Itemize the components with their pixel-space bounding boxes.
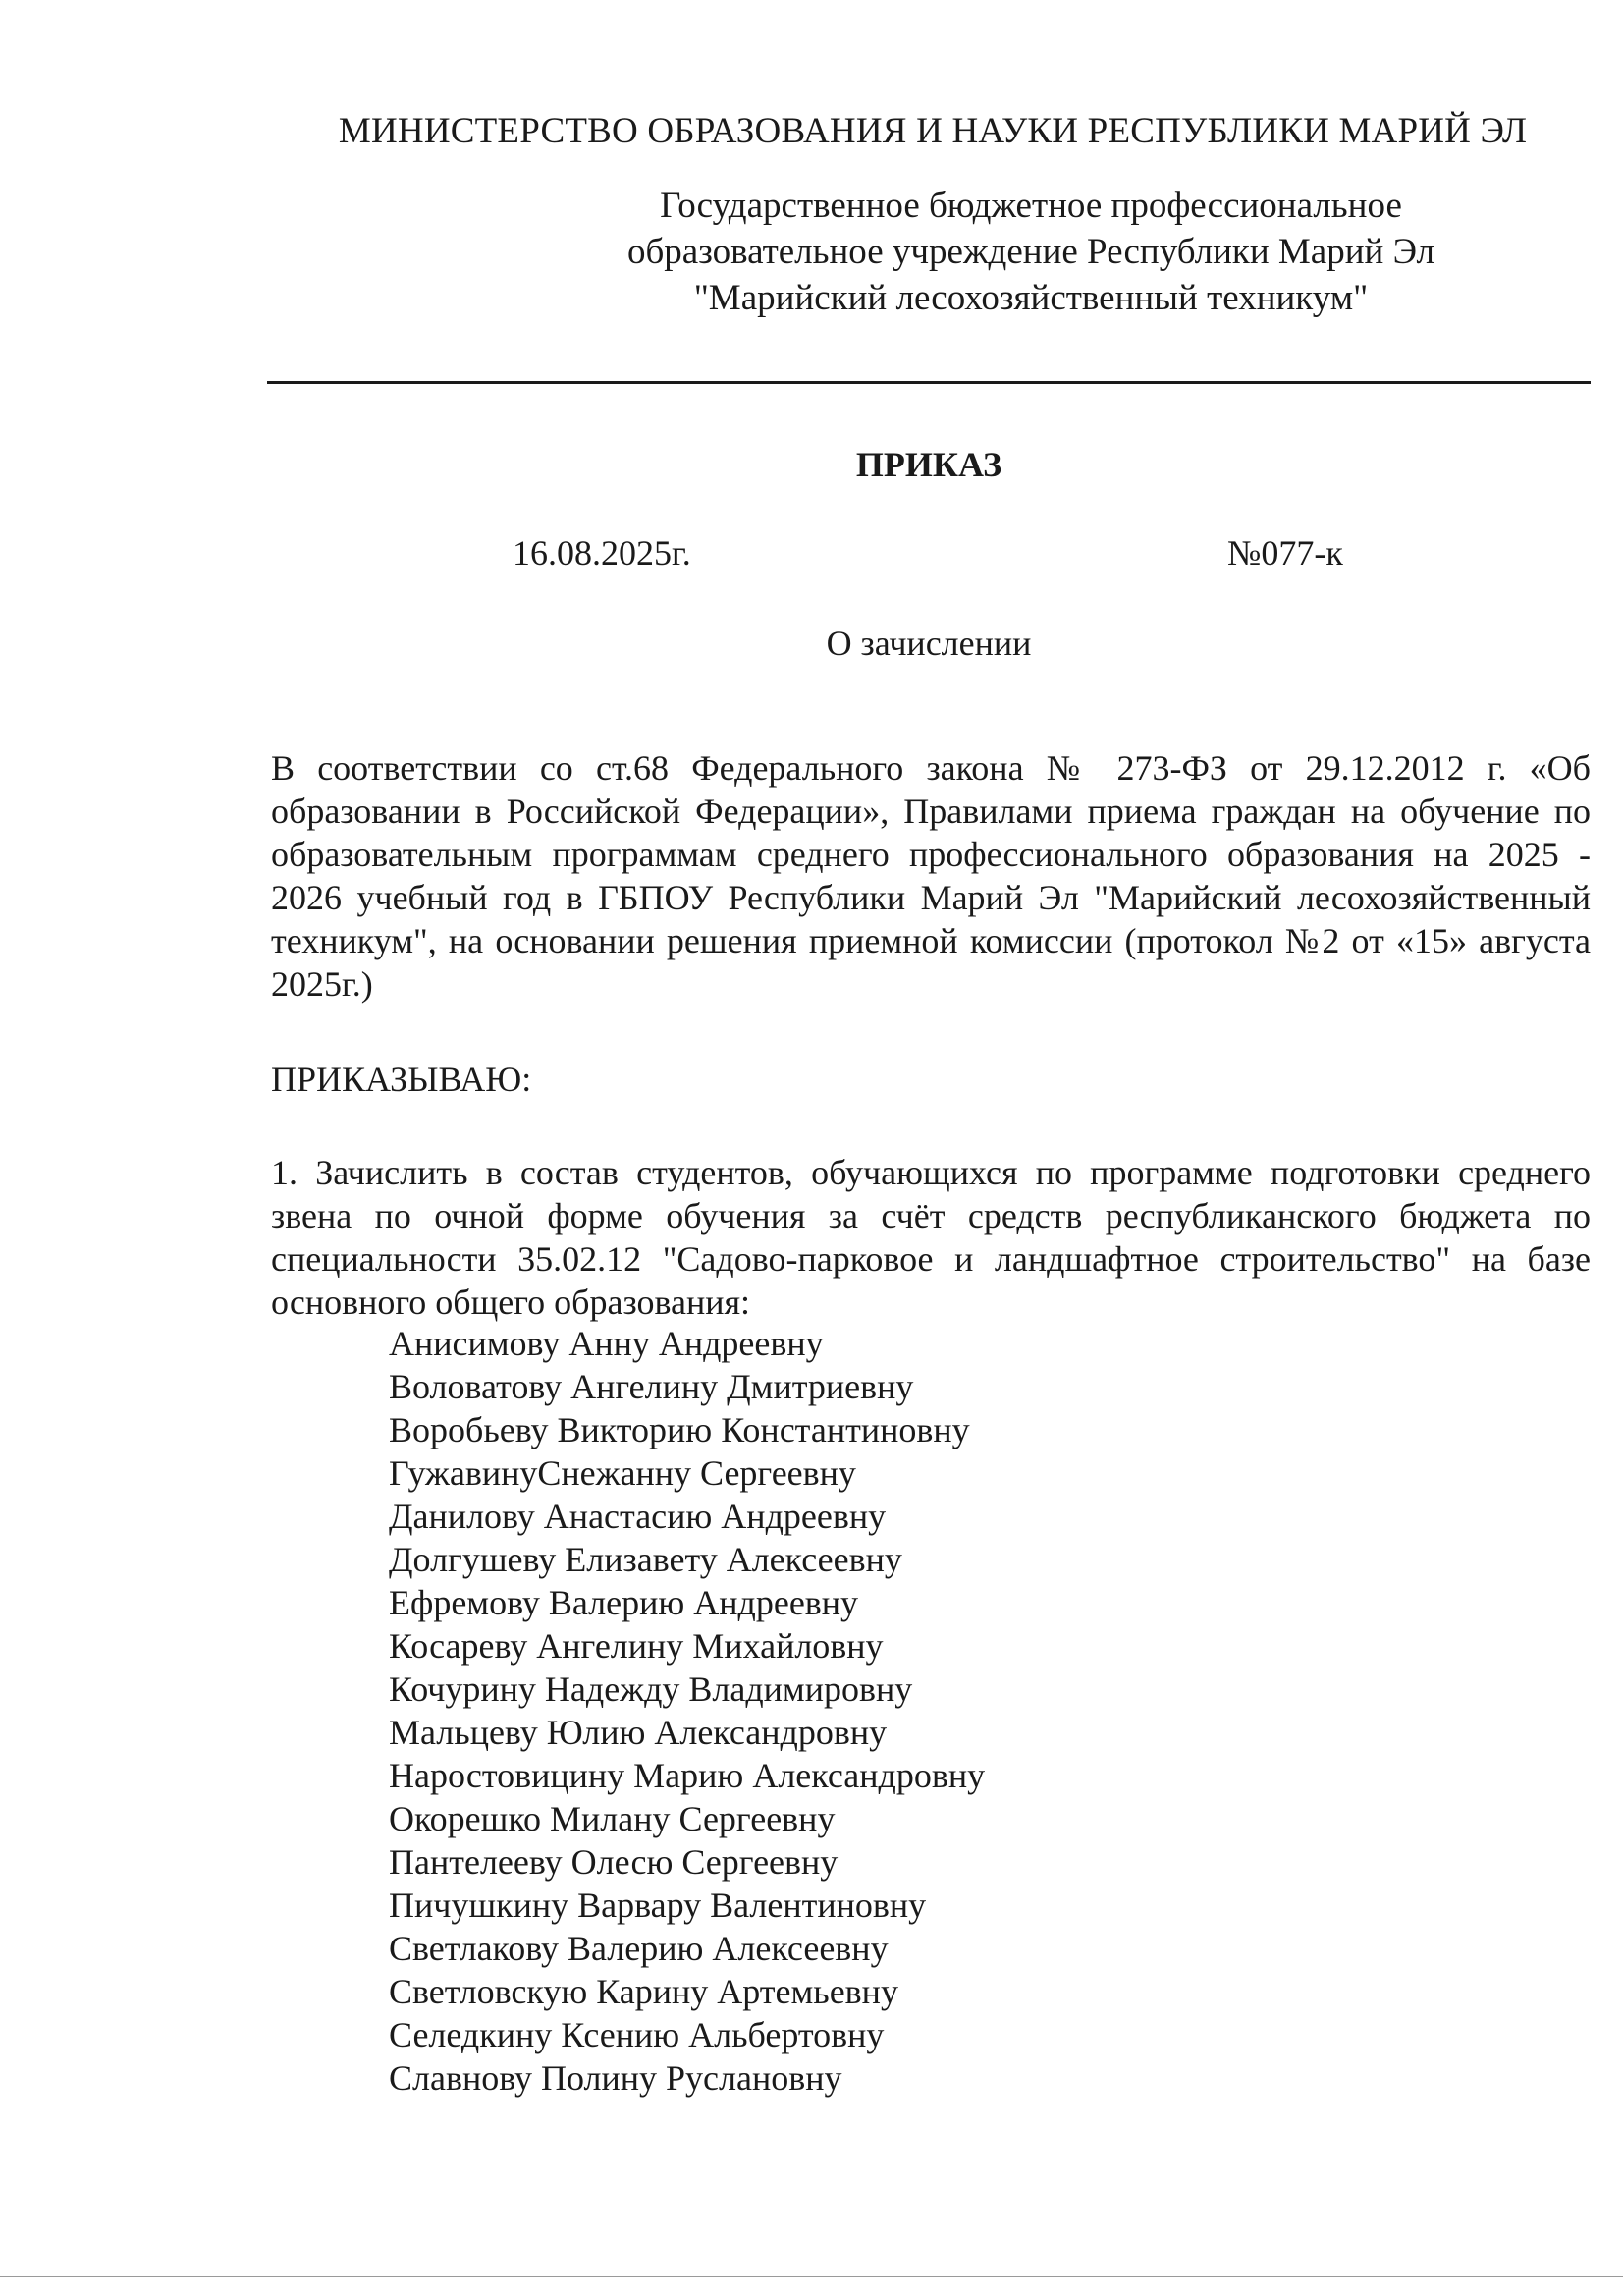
institution-line: Государственное бюджетное профессиональное (660, 186, 1402, 226)
list-item: Воробьеву Викторию Константиновну (389, 1410, 970, 1449)
student-list (389, 1322, 985, 2100)
list-item: Кочурину Надежду Владимировну (389, 1669, 913, 1709)
header-divider (267, 381, 1591, 384)
list-item: Мальцеву Юлию Александровну (389, 1713, 888, 1752)
directive-heading: ПРИКАЗЫВАЮ: (271, 1060, 532, 1099)
list-item: Светловскую Карину Артемьевну (389, 1972, 898, 2011)
order-date: 16.08.2025г. (513, 533, 691, 573)
list-item: Светлакову Валерию Алексеевну (389, 1929, 889, 1968)
list-item: ГужавинуСнежанну Сергеевну (389, 1453, 856, 1493)
order-number: №077-к (1227, 533, 1343, 573)
list-item: Данилову Анастасию Андреевну (389, 1497, 887, 1536)
institution-name (550, 183, 1512, 321)
clause-1-paragraph: 1. Зачислить в состав студентов, обучающихся по программе подготовки среднего звена по очной форме обучения за счёт средств республиканского бюджета по специальности 35.02.12 "Садово-парковое и ландшафтное строительство" на базе основного общего образования: (271, 1153, 1591, 1322)
list-item: Воловатову Ангелину Дмитриевну (389, 1367, 914, 1406)
list-item: Окорешко Милану Сергеевну (389, 1799, 836, 1838)
scan-bottom-edge (0, 2276, 1623, 2277)
order-subject: О зачислении (826, 624, 1032, 663)
institution-line: "Марийский лесохозяйственный техникум" (693, 278, 1369, 318)
list-item: Пантелееву Олесю Сергеевну (389, 1842, 839, 1882)
list-item: Наростовицину Марию Александровну (389, 1756, 986, 1795)
order-title: ПРИКАЗ (855, 445, 1002, 484)
list-item: Долгушеву Елизавету Алексеевну (389, 1540, 902, 1579)
institution-line: образовательное учреждение Республики Марий Эл (626, 232, 1434, 272)
list-item: Ефремову Валерию Андреевну (389, 1583, 859, 1622)
ministry-name: МИНИСТЕРСТВО ОБРАЗОВАНИЯ И НАУКИ РЕСПУБЛИКИ МАРИЙ ЭЛ (338, 111, 1528, 151)
list-item: Косареву Ангелину Михайловну (389, 1626, 884, 1666)
list-item: Пичушкину Варвару Валентиновну (389, 1886, 927, 1925)
list-item: Анисимову Анну Андреевну (389, 1324, 824, 1363)
list-item: Славнову Полину Руслановну (389, 2058, 842, 2098)
preamble-paragraph: В соответствии со ст.68 Федерального закона № 273-ФЗ от 29.12.2012 г. «Об образовании в Российской Федерации», Правилами приема граждан на обучение по образовательным программам среднего профессионального образования на 2025 - 2026 учебный год в ГБПОУ Республики Марий Эл "Марийский лесохозяйственный техникум", на основании решения приемной комиссии (протокол №2 от «15» августа 2025г.) (271, 748, 1591, 1004)
list-item: Селедкину Ксению Альбертовну (389, 2015, 885, 2054)
